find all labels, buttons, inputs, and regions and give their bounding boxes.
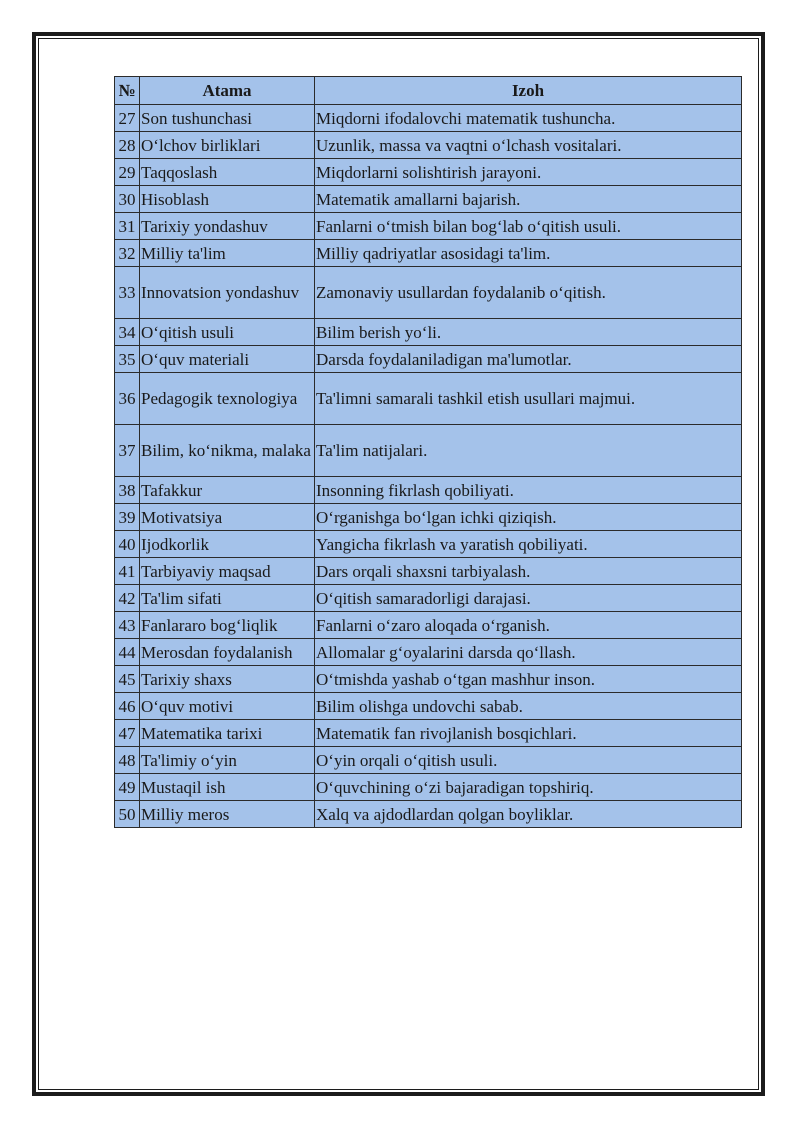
row-explanation: Milliy qadriyatlar asosidagi ta'lim. [315,240,742,267]
table-row [115,774,742,801]
table-row [115,346,742,373]
table-row [115,801,742,828]
row-explanation: Zamonaviy usullardan foydalanib o‘qitish. [315,267,742,319]
row-term: Taqqoslash [140,159,315,186]
row-explanation: Matematik fan rivojlanish bosqichlari. [315,720,742,747]
table-row [115,720,742,747]
row-number: 29 [115,159,140,186]
row-number: 44 [115,639,140,666]
row-number: 37 [115,425,140,477]
row-number: 30 [115,186,140,213]
row-term: Tafakkur [140,477,315,504]
row-term: Milliy ta'lim [140,240,315,267]
row-explanation: O‘yin orqali o‘qitish usuli. [315,747,742,774]
row-term: O‘quv motivi [140,693,315,720]
table-row [115,319,742,346]
row-number: 31 [115,213,140,240]
row-explanation: O‘rganishga bo‘lgan ichki qiziqish. [315,504,742,531]
row-term: Merosdan foydalanish [140,639,315,666]
row-number: 41 [115,558,140,585]
row-term: Matematika tarixi [140,720,315,747]
row-explanation: Ta'lim natijalari. [315,425,742,477]
table-row [115,693,742,720]
table-row [115,373,742,425]
row-number: 46 [115,693,140,720]
row-term: Fanlararo bog‘liqlik [140,612,315,639]
header-term: Atama [140,77,315,105]
row-explanation: Xalq va ajdodlardan qolgan boyliklar. [315,801,742,828]
row-term: O‘lchov birliklari [140,132,315,159]
row-term: Mustaqil ish [140,774,315,801]
row-explanation: Matematik amallarni bajarish. [315,186,742,213]
row-term: Tarbiyaviy maqsad [140,558,315,585]
row-number: 36 [115,373,140,425]
row-explanation: Darsda foydalaniladigan ma'lumotlar. [315,346,742,373]
row-term: Ta'lim sifati [140,585,315,612]
table-row [115,425,742,477]
row-term: Innovatsion yondashuv [140,267,315,319]
row-explanation: Bilim berish yo‘li. [315,319,742,346]
row-term: Motivatsiya [140,504,315,531]
row-term: Ta'limiy o‘yin [140,747,315,774]
header-row [115,77,742,105]
table-row [115,267,742,319]
row-explanation: O‘tmishda yashab o‘tgan mashhur inson. [315,666,742,693]
row-explanation: Fanlarni o‘zaro aloqada o‘rganish. [315,612,742,639]
row-explanation: Ta'limni samarali tashkil etish usullari majmui. [315,373,742,425]
row-explanation: O‘quvchining o‘zi bajaradigan topshiriq. [315,774,742,801]
row-number: 43 [115,612,140,639]
row-term: Milliy meros [140,801,315,828]
row-number: 35 [115,346,140,373]
table-row [115,240,742,267]
header-number: № [115,77,140,105]
row-term: Pedagogik texnologiya [140,373,315,425]
row-term: O‘qitish usuli [140,319,315,346]
row-term: Bilim, ko‘nikma, malaka [140,425,315,477]
row-explanation: Miqdorlarni solishtirish jarayoni. [315,159,742,186]
table-row [115,531,742,558]
row-explanation: Bilim olishga undovchi sabab. [315,693,742,720]
table-row [115,213,742,240]
table-row [115,105,742,132]
row-number: 49 [115,774,140,801]
row-explanation: O‘qitish samaradorligi darajasi. [315,585,742,612]
row-number: 27 [115,105,140,132]
glossary-table [114,76,742,828]
row-number: 47 [115,720,140,747]
table-row [115,585,742,612]
row-term: Tarixiy yondashuv [140,213,315,240]
row-number: 42 [115,585,140,612]
row-explanation: Uzunlik, massa va vaqtni o‘lchash vositalari. [315,132,742,159]
row-term: Ijodkorlik [140,531,315,558]
table-row [115,639,742,666]
header-explanation: Izoh [315,77,742,105]
row-number: 40 [115,531,140,558]
row-number: 45 [115,666,140,693]
row-term: Tarixiy shaxs [140,666,315,693]
table-row [115,558,742,585]
row-number: 34 [115,319,140,346]
row-number: 48 [115,747,140,774]
row-term: Son tushunchasi [140,105,315,132]
table-row [115,477,742,504]
table-row [115,666,742,693]
row-explanation: Miqdorni ifodalovchi matematik tushuncha. [315,105,742,132]
row-term: O‘quv materiali [140,346,315,373]
table-row [115,747,742,774]
row-number: 28 [115,132,140,159]
row-number: 33 [115,267,140,319]
table-row [115,612,742,639]
row-explanation: Fanlarni o‘tmish bilan bog‘lab o‘qitish usuli. [315,213,742,240]
row-number: 32 [115,240,140,267]
row-number: 38 [115,477,140,504]
row-number: 39 [115,504,140,531]
row-explanation: Yangicha fikrlash va yaratish qobiliyati. [315,531,742,558]
row-number: 50 [115,801,140,828]
row-term: Hisoblash [140,186,315,213]
row-explanation: Allomalar g‘oyalarini darsda qo‘llash. [315,639,742,666]
row-explanation: Dars orqali shaxsni tarbiyalash. [315,558,742,585]
row-explanation: Insonning fikrlash qobiliyati. [315,477,742,504]
table-row [115,132,742,159]
table-row [115,504,742,531]
table-row [115,186,742,213]
table-row [115,159,742,186]
